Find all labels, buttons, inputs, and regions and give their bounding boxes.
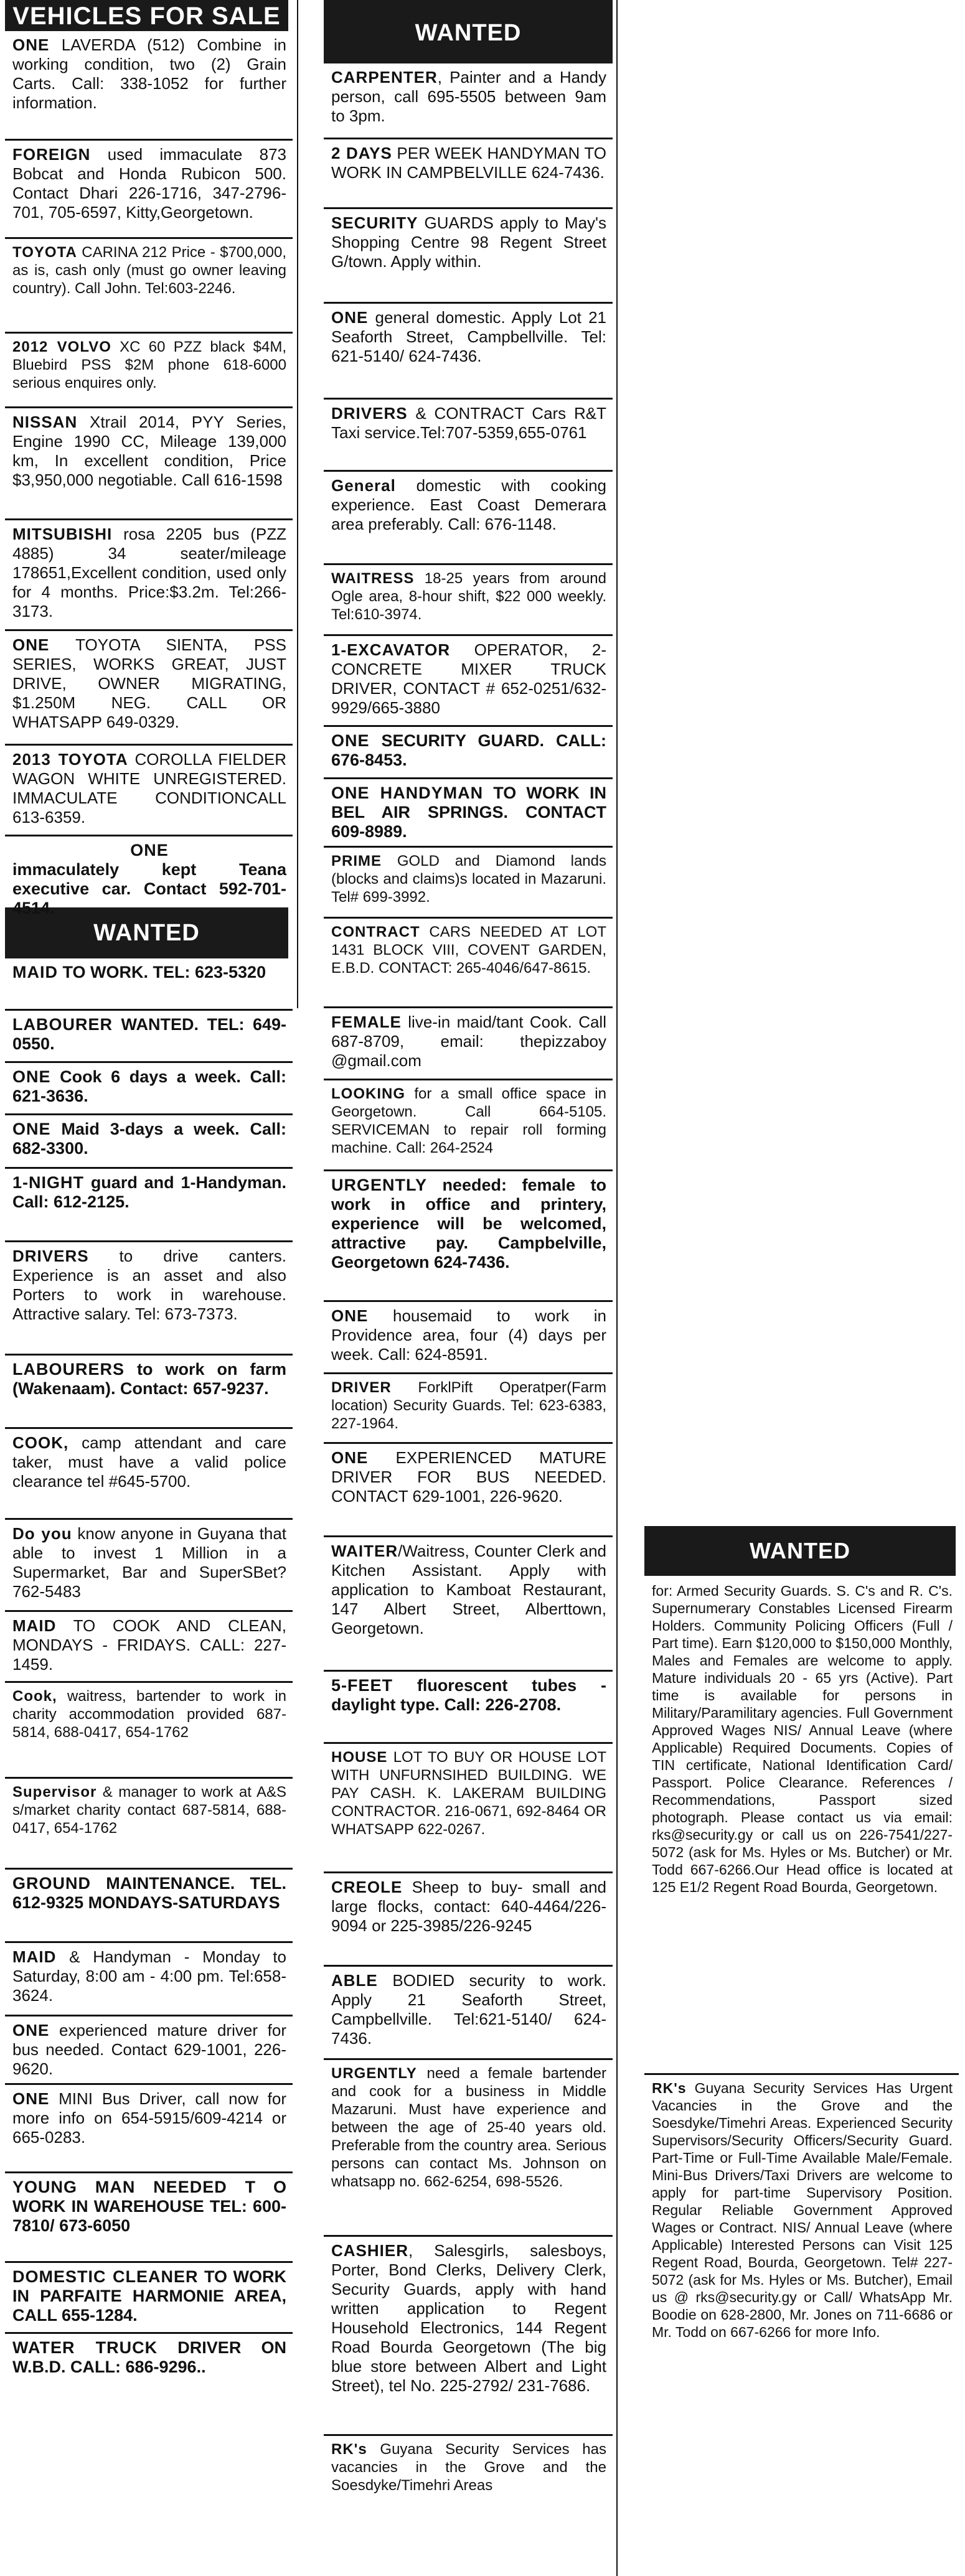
classified-ad <box>5 1063 293 1115</box>
classified-ad <box>324 636 613 727</box>
classified-ad <box>5 1115 293 1169</box>
ad-text: WANTED. TEL: 649-0550. <box>12 1015 286 1053</box>
ad-lead: LOOKING <box>331 1085 405 1102</box>
ad-lead: 1-NIGHT <box>12 1173 84 1192</box>
ad-text: experienced mature driver for bus needed. Contact 629-1001, 226-9620. <box>12 2021 286 2078</box>
classified-ad <box>5 1429 293 1520</box>
ad-lead: CONTRACT <box>331 924 420 940</box>
ad-text: live-in maid/tant Cook. Call 687-8709, email: thepizzaboy @gmail.com <box>331 1013 606 1070</box>
classified-ad <box>324 400 613 472</box>
ad-text: for a small office space in Georgetown. Call 664-5105. SERVICEMAN to repair roll forming machine. Call: 264-2524 <box>331 1085 606 1156</box>
column-wanted-middle <box>324 0 613 2576</box>
ad-text: MAINTENANCE. TEL. 612-9325 MONDAYS-SATURDAYS <box>12 1874 286 1912</box>
classified-ad <box>5 2263 293 2334</box>
ad-lead: ABLE <box>331 1971 378 1990</box>
classified-ad <box>324 139 613 209</box>
ad-lead: ONE <box>12 2089 50 2108</box>
ad-text: fluorescent tubes - daylight type. Call: 226-2708. <box>331 1676 606 1714</box>
classified-ad <box>324 848 613 919</box>
ad-lead: YOUNG MAN NEEDED T <box>12 2178 257 2196</box>
classified-ad <box>324 472 613 565</box>
classified-ad <box>5 1520 293 1612</box>
ad-text: LOT TO BUY OR HOUSE LOT WITH UNFURNSIHED BUILDING. WE PAY CASH. K. LAKERAM BUILDING CONTRACTOR. 216-0671, 692-8464 OR WHATSAPP 622-0267. <box>331 1749 606 1838</box>
ad-text: need a female bartender and cook for a business in Middle Mazaruni. Must have experience and between the age of 25-40 years old. Preferable from the country area. Serious persons can contact Ms. Johnson on whatsapp no. 662-6254, 698-5526. <box>331 2065 606 2190</box>
classified-ad <box>324 1967 613 2060</box>
ad-lead: Supervisor <box>12 1784 97 1801</box>
classified-ad <box>5 958 293 1011</box>
classified-ad <box>644 2075 959 2573</box>
ad-lead: ONE <box>12 1120 51 1138</box>
ad-text: & Handyman - Monday to Saturday, 8:00 am - 4:00 pm. Tel:658-3624. <box>12 1947 286 2005</box>
ad-lead: COOK, <box>12 1433 69 1452</box>
ad-text: 18-25 years from around Ogle area, 8-hour shift, $22 000 weekly. Tel:610-3974. <box>331 570 606 623</box>
ad-text: & CONTRACT Cars R&T Taxi service.Tel:707-5359,655-0761 <box>331 404 606 442</box>
ad-text: to work on farm (Wakenaam). Contact: 657-9237. <box>12 1360 286 1398</box>
classified-ad <box>5 1870 293 1943</box>
ad-lead: RK's <box>331 2441 367 2458</box>
ad-lead: RK's <box>652 2080 687 2096</box>
ad-lead: 5-FEET <box>331 1676 393 1695</box>
ad-text: , Painter and a Handy person, call 695-5505 between 9am to 3pm. <box>331 68 606 125</box>
classified-ad <box>324 919 613 1008</box>
classified-ad <box>324 1444 613 1537</box>
column-rule-1 <box>297 0 298 1008</box>
ad-lead: ONE <box>331 1448 369 1467</box>
ad-text: PER WEEK HANDYMAN TO WORK IN CAMPBELVILLE 624-7436. <box>331 144 606 182</box>
classified-ad <box>5 1169 293 1242</box>
vehicles-for-sale-header: VEHICLES FOR SALE <box>5 0 288 31</box>
ad-text: LAVERDA (512) Combine in working condition, two (2) Grain Carts. Call: 338-1052 for further information. <box>12 35 286 112</box>
ad-text: TO WORK IN BEL AIR SPRINGS. CONTACT 609-8989. <box>331 784 606 841</box>
ad-text: BODIED security to work. Apply 21 Seaforth Street, Campbellville. Tel:621-5140/ 624-7436. <box>331 1971 606 2048</box>
ad-text: know anyone in Guyana that able to invest 1 Million in a Supermarket, Bar and SuperSBet? 762-5483 <box>12 1524 286 1601</box>
ad-lead: LABOURERS <box>12 1360 125 1379</box>
ad-lead: CREOLE <box>331 1878 403 1896</box>
ad-text: TO WORK IN PARFAITE HARMONIE AREA, CALL 655-1284. <box>12 2267 286 2325</box>
ad-text: Cook 6 days a week. Call: 621-3636. <box>12 1067 286 1105</box>
ad-lead: ONE HANDYMAN <box>331 784 484 802</box>
ad-text: immaculately kept Teana executive car. Contact 592-701-4514. <box>12 860 286 917</box>
classified-ad <box>324 1873 613 1967</box>
ad-lead: 1-EXCAVATOR <box>331 640 451 659</box>
ad-text: Maid 3-days a week. Call: 682-3300. <box>12 1120 286 1158</box>
ad-lead: ONE <box>331 1306 369 1325</box>
wanted-list-left <box>5 958 293 2394</box>
classified-ad <box>5 631 293 746</box>
classified-ad <box>324 1672 613 1744</box>
ad-lead: ONE <box>12 635 50 654</box>
classified-ad <box>324 1374 613 1444</box>
ad-text: guard and 1-Handyman. Call: 612-2125. <box>12 1173 286 1211</box>
ad-lead: ONE <box>130 841 169 859</box>
ad-lead: DOMESTIC CLEANER <box>12 2267 199 2286</box>
wanted-list-middle <box>324 63 613 2497</box>
ad-text: EXPERIENCED MATURE DRIVER FOR BUS NEEDED. CONTACT 629-1001, 226-9620. <box>331 1448 606 1506</box>
ad-lead: ONE <box>331 731 370 750</box>
classified-ad <box>324 1171 613 1302</box>
ad-lead: WAITER <box>331 1542 398 1560</box>
vehicles-list <box>5 31 293 917</box>
ad-text: & manager to work at A&S s/market charity contact 687-5814, 688-0417, 654-1762 <box>12 1784 286 1837</box>
classified-ad <box>5 1683 293 1779</box>
classified-ad <box>5 520 293 631</box>
ad-text: TO WORK. TEL: 623-5320 <box>58 963 266 981</box>
classified-ad <box>324 1302 613 1374</box>
classified-ad <box>5 2334 293 2394</box>
ad-text: domestic with cooking experience. East Coast Demerara area preferably. Call: 676-1148. <box>331 476 606 533</box>
classified-ad <box>5 1779 293 1870</box>
column-rule-2 <box>616 0 618 2576</box>
ad-lead: GROUND <box>12 1874 91 1893</box>
ad-text: needed: female to work in office and printery, experience will be welcomed, attractive pay. Campbelville, Georgetown 624-7436. <box>331 1176 606 1272</box>
ad-lead: MITSUBISHI <box>12 525 113 543</box>
classified-ad <box>5 408 293 520</box>
classified-ad <box>5 141 293 239</box>
classified-ad <box>324 1080 613 1171</box>
classified-ad <box>5 239 293 334</box>
ad-lead: DRIVERS <box>12 1247 89 1265</box>
classified-ad <box>324 2060 613 2237</box>
ad-lead: 2 DAYS <box>331 144 392 162</box>
ad-text: TOYOTA SIENTA, PSS SERIES, WORKS GREAT, JUST DRIVE, OWNER MIGRATING, $1.250M NEG. CALL OR WHATSAPP 649-0329. <box>12 635 286 731</box>
ad-text: /Waitress, Counter Clerk and Kitchen Assistant. Apply with application to Kamboat Restaurant, 147 Albert Street, Alberttown, Georgetown. <box>331 1542 606 1637</box>
ad-lead: FOREIGN <box>12 145 91 164</box>
ad-text: rosa 2205 bus (PZZ 4885) 34 seater/mileage 178651,Excellent condition, used only for 4 months. Price:$3.2m. Tel:266-3173. <box>12 525 286 621</box>
ad-lead: WATER TRUCK <box>12 2338 158 2357</box>
ad-text: GOLD and Diamond lands (blocks and claims)s located in Mazaruni. Tel# 699-3992. <box>331 853 606 906</box>
ad-lead: FEMALE <box>331 1013 402 1031</box>
classified-ad <box>324 565 613 636</box>
ad-text: TO COOK AND CLEAN, MONDAYS - FRIDAYS. CALL: 227-1459. <box>12 1616 286 1674</box>
classified-ad <box>5 836 293 917</box>
ad-text: camp attendant and care taker, must have a valid police clearance tel #645-5700. <box>12 1433 286 1491</box>
classified-ad <box>324 727 613 779</box>
ad-text: O WORK IN WAREHOUSE TEL: 600-7810/ 673-6050 <box>12 2178 286 2235</box>
wanted-header-middle: WANTED <box>324 0 613 63</box>
ad-text: to drive canters. Experience is an asset and also Porters to work in warehouse. Attractive salary. Tel: 673-7373. <box>12 1247 286 1323</box>
ad-text: Sheep to buy- small and large flocks, contact: 640-4464/226-9094 or 225-3985/226-9245 <box>331 1878 606 1935</box>
classified-ad <box>5 2085 293 2173</box>
ad-text: XC 60 PZZ black $4M, Bluebird PSS $2M phone 618-6000 serious enquires only. <box>12 339 286 391</box>
ad-text: housemaid to work in Providence area, four (4) days per week. Call: 624-8591. <box>331 1306 606 1364</box>
ad-lead: TOYOTA <box>12 244 77 261</box>
classified-ad <box>324 1537 613 1672</box>
ad-lead: DRIVER <box>331 1379 392 1396</box>
classified-ad <box>5 1943 293 2016</box>
wanted-header-left: WANTED <box>5 907 288 958</box>
classified-ad <box>324 304 613 400</box>
ad-lead: MAID <box>12 1616 57 1635</box>
ad-lead: NISSAN <box>12 413 78 431</box>
ad-lead: ONE <box>12 1067 51 1086</box>
ad-text: waitress, bartender to work in charity accommodation provided 687-5814, 688-0417, 654-1762 <box>12 1688 286 1741</box>
ad-lead: MAID <box>12 1947 57 1966</box>
ad-text: OPERATOR, 2- CONCRETE MIXER TRUCK DRIVER, CONTACT # 652-0251/632-9929/665-3880 <box>331 640 606 717</box>
classified-ad <box>5 334 293 408</box>
ad-text: used immaculate 873 Bobcat and Honda Rubicon 500. Contact Dhari 226-1716, 347-2796-701, 705-6597, Kitty,Georgetown. <box>12 145 286 222</box>
ad-lead: Do you <box>12 1524 72 1543</box>
ad-lead: URGENTLY <box>331 1176 428 1194</box>
ad-text: CARINA 212 Price - $700,000, as is, cash only (must go owner leaving country). Call John. Tel:603-2246. <box>12 244 286 297</box>
classified-ad <box>324 1744 613 1873</box>
ad-text: Guyana Security Services Has Urgent Vacancies in the Grove and the Soesdyke/Timehri Areas. Experienced Security Supervisors/Security Officers/Security Guard. Part-Time or Full-Time Available Male/Female. Mini-Bus Drivers/Taxi Drivers are welcome to apply for part-time Supervisory Position. Regular Reliable Government Approved Wages or Contract. NIS/ Annual Leave (where Applicable) Interested Persons can Visit 125 Regent Road, Bourda, Georgetown. Tel# 227-5072 (ask for Ms. Hyles or Ms. Butcher), Email us @ rks@security.gy or Call/ WhatsApp Mr. Boodie on 628-2800, Mr. Jones on 711-6686 or Mr. Todd on 667-6266 for more Info. <box>652 2080 953 2340</box>
ad-lead: URGENTLY <box>331 2065 417 2082</box>
ad-lead: CARPENTER <box>331 68 438 87</box>
ad-text: for: Armed Security Guards. S. C's and R. C's. Supernumerary Constables Licensed Firearm Holders. Community Policing Officers (Full / Part time). Earn $120,000 to $150,000 Monthly, Males and Females are welcome to apply. Mature individuals 20 - 65 yrs (Active). Part time is available for persons in Military/Paramilitary agencies. Full Government Approved Wages NIS/ Annual Leave (where Applicable) Required Documents. Copies of TIN certificate, National Identification Card/ Passport. Police Clearance. References / Recommendations, Passport sized photograph. Please contact us via email: rks@security.gy or call us on 226-7541/227-5072 (ask for Ms. Hyles or Ms. Butcher) or Mr. Todd 667-6266.Our Head office is located at 125 E1/2 Regent Road Bourda, Georgetown. <box>652 1583 953 1895</box>
ad-lead: DRIVERS <box>331 404 408 423</box>
classified-ad <box>324 2237 613 2436</box>
ad-lead: WAITRESS <box>331 570 415 587</box>
classified-ad <box>324 63 613 139</box>
ad-lead: PRIME <box>331 853 382 869</box>
ad-lead: 2013 TOYOTA <box>12 750 128 769</box>
classified-ad <box>324 2436 613 2497</box>
classified-ad <box>324 209 613 304</box>
ad-lead: CASHIER <box>331 2241 409 2260</box>
classified-ad <box>5 746 293 836</box>
column-vehicles-wanted <box>0 0 293 2576</box>
ad-text: general domestic. Apply Lot 21 Seaforth Street, Campbellville. Tel: 621-5140/ 624-7436. <box>331 308 606 365</box>
classified-ad <box>5 2016 293 2085</box>
wanted-header-right: WANTED <box>644 1526 956 1576</box>
ad-text: ForklPift Operatper(Farm location) Security Guards. Tel: 623-6383, 227-1964. <box>331 1379 606 1432</box>
ad-text: Xtrail 2014, PYY Series, Engine 1990 CC, Mileage 139,000 km, In excellent condition, Price $3,950,000 negotiable. Call 616-1598 <box>12 413 286 489</box>
ad-text: , Salesgirls, salesboys, Porter, Bond Clerks, Delivery Clerk, Security Guards, apply with hand written application to Regent Household Electronics, 144 Regent Road Bourda Georgetown (The big blue store between Albert and Light Street), tel No. 225-2792/ 231-7686. <box>331 2241 606 2395</box>
ad-lead: LABOURER <box>12 1015 113 1034</box>
ad-lead: SECURITY <box>331 213 418 232</box>
ad-lead: ONE <box>331 308 369 327</box>
ad-lead: ONE <box>12 2021 50 2040</box>
ad-text: COROLLA FIELDER WAGON WHITE UNREGISTERED. IMMACULATE CONDITIONCALL 613-6359. <box>12 750 286 827</box>
ad-lead: ONE <box>12 35 50 54</box>
classified-ad <box>5 1612 293 1683</box>
ad-lead: MAID <box>12 963 58 981</box>
ad-text: GUARDS apply to May's Shopping Centre 98 Regent Street G/town. Apply within. <box>331 213 606 271</box>
ad-text: MINI Bus Driver, call now for more info on 654-5915/609-4214 or 665-0283. <box>12 2089 286 2147</box>
classified-ad <box>5 31 293 141</box>
classified-ad <box>324 1008 613 1080</box>
column-wanted-right <box>644 1526 965 2576</box>
classified-ad <box>324 779 613 848</box>
ad-lead: Cook, <box>12 1688 57 1705</box>
ad-lead: 2012 VOLVO <box>12 339 111 355</box>
ad-text: Guyana Security Services has vacancies in the Grove and the Soesdyke/Timehri Areas <box>331 2441 606 2494</box>
ad-text: DRIVER ON W.B.D. CALL: 686-9296.. <box>12 2338 286 2376</box>
wanted-list-right <box>644 1576 959 2573</box>
ad-lead: HOUSE <box>331 1749 388 1766</box>
classified-ad <box>5 1356 293 1429</box>
ad-text: CARS NEEDED AT LOT 1431 BLOCK VIII, COVENT GARDEN, E.B.D. CONTACT: 265-4046/647-8615. <box>331 924 606 977</box>
classified-ad <box>5 2173 293 2263</box>
ad-text: SECURITY GUARD. CALL: 676-8453. <box>331 731 606 769</box>
classified-ad <box>5 1011 293 1063</box>
classified-ad <box>644 1576 959 2075</box>
ad-lead: General <box>331 476 396 495</box>
classified-ad <box>5 1242 293 1356</box>
